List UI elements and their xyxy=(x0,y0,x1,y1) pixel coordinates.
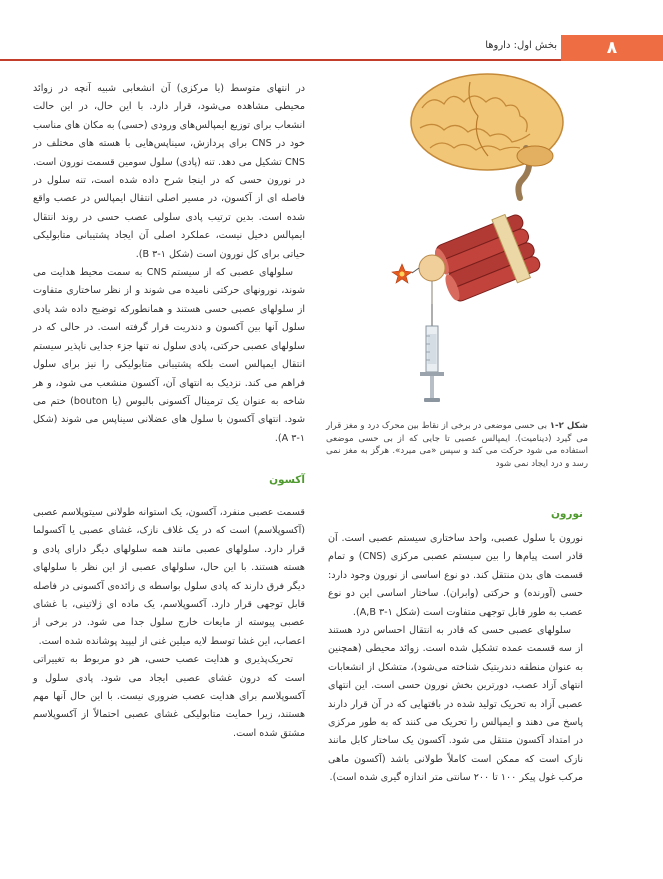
body-paragraph: تحریک‌پذیری و هدایت عصب حسی، هر دو مربوط به تغییراتی است که درون غشای عصبی ایجاد می شود. پادی سلول و آکسوپلاسم برای هدایت عصب ضروری نیست. با این حال آنها مهم هستند، زیرا حمایت متابولیکی غشای عصبی احتمالاً از آکسوپلاسم مشتق شده است. xyxy=(33,654,305,739)
page-number: ۸ xyxy=(561,35,663,61)
axon-section-body xyxy=(33,504,305,743)
figure-caption-text: بی حسی موضعی در برخی از نقاط بین محرک درد و مغز قرار می گیرد (دینامیت). ایمپالس عصبی تا جایی که از بی حسی موضعی استفاده می شود حرکت می کند و سپس «می میرد». هرگز به مغز نمی رسد و درد ایجاد نمی شود xyxy=(326,421,588,469)
running-head: بخش اول: داروها xyxy=(485,40,557,51)
body-paragraph: قسمت عصبی منفرد، آکسون، یک استوانه طولانی سیتوپلاسم عصبی (آکسوپلاسم) است که در یک غلاف نازک، غشای عصبی یا آکسولما قرار دارد. سلولهای عصبی مانند همه سلولهای دیگر دارای پادی و هسته هستند. با این حال، سلولهای عصبی از این نظر با سلولهای دیگر فرق دارند که پادی سلول بواسطه ی زائده‌ی آکسونی در فاصله قابل توجهی قرار دارد. آکسوپلاسم، یک ماده ای ژلاتینی، با غشای عصبی پیوسته از مایعات خارج سلول جدا می شود. در برخی از اعصاب، این غشا توسط لایه میلین غنی از لیپید پوشانده شده است. xyxy=(33,507,305,647)
figure-caption xyxy=(326,420,588,470)
syringe-icon xyxy=(420,304,444,402)
figure-label: شکل ۲-۱ xyxy=(549,421,588,431)
body-paragraph: سلولهای عصبی که از سیستم CNS به سمت محیط هدایت می شوند، نورونهای حرکتی نامیده می شوند و از نظر ساختاری متفاوت از سلولهای عصبی حسی هستند و همانطورکه توضیح داده شد پادی سلول آنها بین آکسون و دندریت قرار گرفته است. در حالی که در سلولهای عصبی حرکتی، پادی سلول نه تنها جزء جدایی ناپذیر سیستم انتقال ایمپالس است بلکه پشتیبانی متابولیکی را نیز برای سلول فراهم می کند. نزدیک به انتهای آن، آکسون منشعب می شود، و هر شاخه به عنوان یک ترمینال آکسونی بالبوس (یا bouton) ختم می شود. انتهای آکسون با سلول های عضلانی سیناپس می شوند (شکل A ۳-۱). xyxy=(33,267,305,444)
section-title-axon: آکسون xyxy=(269,474,305,486)
neuron-section-body xyxy=(328,530,583,788)
dynamite-icon xyxy=(430,209,544,308)
section-title-neuron: نورون xyxy=(550,508,583,520)
spark-icon xyxy=(392,264,412,283)
left-column xyxy=(33,80,305,448)
body-paragraph: نورون یا سلول عصبی، واحد ساختاری سیستم عصبی است. آن قادر است پیام‌ها را بین سیستم عصبی مرکزی (CNS) و تمام قسمت های بدن منتقل کند. دو نوع اساسی از نورون وجود دارد: حسی (آورنده) و حرکتی (وابران). ساختار اساسی این دو نوع عصب به طور قابل توجهی متفاوت است (شکل A,B ۳-۱). xyxy=(328,533,583,618)
body-paragraph: در انتهای متوسط (یا مرکزی) آن انشعابی شبیه آنچه در زوائد محیطی مشاهده می‌شود، قرار دارد. با این حال، در این حالت انشعاب برای توزیع ایمپالس‌های ورودی (حسی) به مکان های مناسب خود در CNS برای پردازش، سیناپس‌هایی با هسته های مختلف در CNS تشکیل می دهد. تنه (پادی) سلول سومین قسمت نورون است. در نورون حسی که در اینجا شرح داده شده است، تنه سلول در فاصله ای از آکسون، در مسیر اصلی انتقال ایمپالس در عصب واقع شده است. بدین ترتیب پادی سلولی عصب حسی در روند انتقال ایمپالس دخیل نیست، عملکرد اصلی آن ایجاد پشتیبانی متابولیکی حیاتی برای کل نورون است (شکل B ۳-۱). xyxy=(33,83,305,260)
figure-illustration xyxy=(330,68,592,416)
body-paragraph: سلولهای عصبی حسی که قادر به انتقال احساس درد هستند از سه قسمت عمده تشکیل شده است. زوائد محیطی (همچنین به عنوان منطقه دندریتیک شناخته می‌شود)، متشکل از انشعابات انتهای آزاد عصب، دورترین بخش نورون حسی است. این انتهای عصبی آزاد به تحریک تولید شده در بافتهایی که در آن قرار دارند پاسخ می دهند و ایمپالس را تحریک می کنند که به طور مرکزی در امتداد آکسون منتقل می شود. آکسون یک ساختار کابل مانند نازک است که ممکن است کاملاً طولانی باشد (آکسون ماهی مرکب غول پیکر ۱۰۰ تا ۲۰۰ سانتی متر اندازه گیری شده است). xyxy=(328,625,583,784)
brain-icon xyxy=(411,74,563,198)
